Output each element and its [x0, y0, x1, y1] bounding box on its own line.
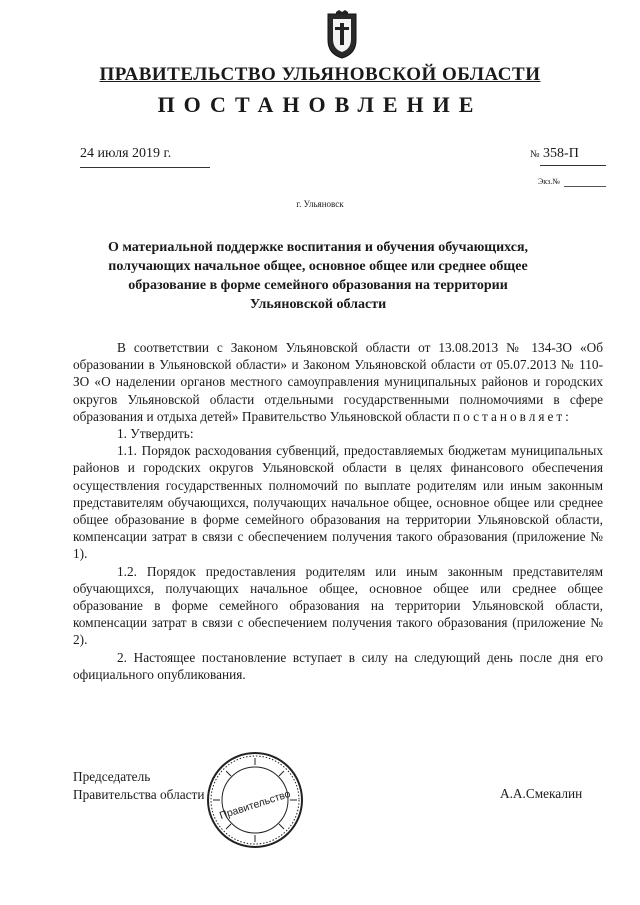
organization-name: ПРАВИТЕЛЬСТВО УЛЬЯНОВСКОЙ ОБЛАСТИ: [99, 64, 541, 85]
document-date: 24 июля 2019 г.: [80, 146, 172, 161]
signatory-title-line2: Правительства области: [73, 787, 205, 802]
city: г. Ульяновск: [296, 199, 344, 209]
paragraph-1-1: 1.1. Порядок расходования субвенций, предоставляемых бюджетам муниципальных районов и городских округов Ульяновской области в целях финансового обеспечения осуществления государственных полномочий по выплате родителям или иным законным представителям обучающихся, получающих начальное общее, основное общее или среднее общее образование в форме семейного образования на территории Ульяновской области, компенсации затрат в связи с обеспечением получения такого образования (приложение № 1).: [73, 443, 603, 562]
signatory-name: А.А.Смекалин: [500, 786, 583, 801]
number-sign: №: [530, 149, 540, 160]
number-value: 358-П: [543, 146, 579, 161]
number-underline: [540, 165, 606, 166]
document-title: О материальной поддержке воспитания и обучения обучающихся, получающих начальное общее, основное общее или среднее общее образование в форме семейного образования на территории Ульяновской области: [107, 240, 529, 312]
copy-number-label: Экз.№: [538, 177, 560, 186]
copy-number-line: [564, 186, 606, 187]
paragraph-1-2: 1.2. Порядок предоставления родителям или иным законным представителям обучающихся, получающих начальное общее, основное общее или среднее общее образование в форме семейного образования на территории Ульяновской области, компенсации затрат в связи с обеспечением получения такого образования (приложение № 2).: [73, 563, 603, 648]
preamble-paragraph: [73, 339, 603, 425]
signatory-title: [73, 768, 204, 804]
signatory-title-line1: Председатель: [73, 769, 151, 784]
document-body: [73, 339, 603, 683]
preamble-text: В соответствии с Законом Ульяновской области от 13.08.2013 № 134-ЗО «Об образовании в Ульяновской области» и Законом Ульяновской области от 05.07.2013 № 110-ЗО «О наделении органов местного самоуправления муниципальных районов и городских округов Ульяновской области отдельными государственными полномочиями в сфере образования и отдыха детей» Правительство Ульяновской области: [73, 340, 603, 424]
paragraph-1: 1. Утвердить:: [117, 426, 194, 442]
paragraph-2: 2. Настоящее постановление вступает в силу на следующий день после дня его официального опубликования.: [73, 649, 603, 682]
document-type: ПОСТАНОВЛЕНИЕ: [157, 92, 483, 117]
date-underline: [80, 167, 210, 168]
coat-of-arms-emblem: [324, 10, 360, 60]
stamp-text: Правительство: [218, 787, 292, 823]
resolves-word: постановляет:: [452, 408, 572, 424]
document-number: [530, 146, 579, 162]
official-seal-stamp: [205, 750, 305, 850]
